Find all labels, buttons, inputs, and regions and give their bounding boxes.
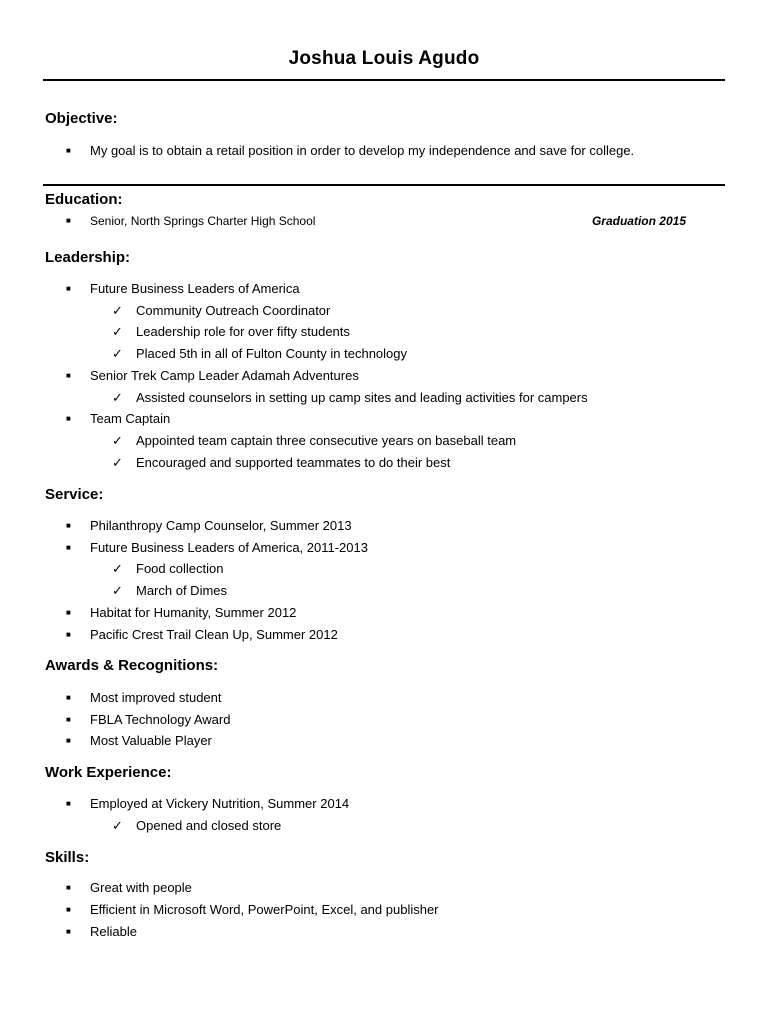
sub-list-item: ✓ Placed 5th in all of Fulton County in technology (112, 346, 408, 361)
list-item: ■ Pacific Crest Trail Clean Up, Summer 2012 (66, 627, 338, 642)
bullet-marker: ■ (66, 799, 71, 808)
graduation-date: Graduation 2015 (591, 214, 686, 228)
objective-item: ■ My goal is to obtain a retail position in order to develop my independence and save for college. (66, 143, 635, 158)
bullet-marker: ■ (66, 736, 71, 745)
bullet-marker: ■ (66, 543, 71, 552)
list-item: ■ Philanthropy Camp Counselor, Summer 2013 (66, 518, 352, 533)
education-heading: Education: (45, 191, 123, 208)
leadership-heading: Leadership: (45, 249, 131, 266)
checkmark-icon: ✓ (112, 346, 123, 361)
list-item: ■ Efficient in Microsoft Word, PowerPoint, Excel, and publisher (66, 902, 439, 917)
resume-name: Joshua Louis Agudo (288, 48, 480, 69)
checkmark-icon: ✓ (112, 433, 123, 448)
service-heading: Service: (45, 486, 104, 503)
checkmark-icon: ✓ (112, 561, 123, 576)
list-item: ■ Habitat for Humanity, Summer 2012 (66, 605, 297, 620)
sub-list-item: ✓ Food collection (112, 561, 224, 576)
sub-list-item: ✓ Opened and closed store (112, 818, 282, 833)
bullet-marker: ■ (66, 630, 71, 639)
list-item: ■ Employed at Vickery Nutrition, Summer 2014 (66, 796, 350, 811)
work-heading: Work Experience: (45, 764, 172, 781)
list-item: ■ Future Business Leaders of America, 2011-2013 (66, 540, 368, 555)
checkmark-icon: ✓ (112, 303, 123, 318)
sub-list-item: ✓ Encouraged and supported teammates to do their best (112, 455, 451, 470)
checkmark-icon: ✓ (112, 324, 123, 339)
list-item: ■ FBLA Technology Award (66, 712, 231, 727)
bullet-marker: ■ (66, 284, 71, 293)
skills-heading: Skills: (45, 849, 90, 866)
bullet-marker: ■ (66, 521, 71, 530)
sub-list-item: ✓ March of Dimes (112, 583, 228, 598)
awards-heading: Awards & Recognitions: (45, 657, 219, 674)
objective-heading: Objective: (45, 110, 118, 127)
bullet-marker: ■ (66, 693, 71, 702)
list-item: ■ Team Captain (66, 411, 171, 426)
education-item (66, 214, 686, 228)
checkmark-icon: ✓ (112, 390, 123, 405)
list-item: ■ Most Valuable Player (66, 733, 212, 748)
bullet-marker: ■ (66, 883, 71, 892)
checkmark-icon: ✓ (112, 583, 123, 598)
list-item: ■ Most improved student (66, 690, 222, 705)
list-item: ■ Future Business Leaders of America (66, 281, 300, 296)
list-item: ■ Reliable (66, 924, 137, 939)
sub-list-item: ✓ Leadership role for over fifty students (112, 324, 350, 339)
bullet-marker: ■ (66, 216, 71, 225)
bullet-marker: ■ (66, 146, 71, 155)
list-item: ■ Great with people (66, 880, 192, 895)
checkmark-icon: ✓ (112, 455, 123, 470)
bullet-marker: ■ (66, 715, 71, 724)
bullet-marker: ■ (66, 371, 71, 380)
checkmark-icon: ✓ (112, 818, 123, 833)
sub-list-item: ✓ Community Outreach Coordinator (112, 303, 331, 318)
header-divider (43, 79, 725, 81)
sub-list-item: ✓ Assisted counselors in setting up camp sites and leading activities for campers (112, 390, 588, 405)
bullet-marker: ■ (66, 608, 71, 617)
list-item: ■ Senior Trek Camp Leader Adamah Adventures (66, 368, 359, 383)
sub-list-item: ✓ Appointed team captain three consecutive years on baseball team (112, 433, 517, 448)
objective-divider (43, 184, 725, 186)
bullet-marker: ■ (66, 927, 71, 936)
bullet-marker: ■ (66, 414, 71, 423)
school-name: Senior, North Springs Charter High School (90, 214, 316, 228)
bullet-marker: ■ (66, 905, 71, 914)
